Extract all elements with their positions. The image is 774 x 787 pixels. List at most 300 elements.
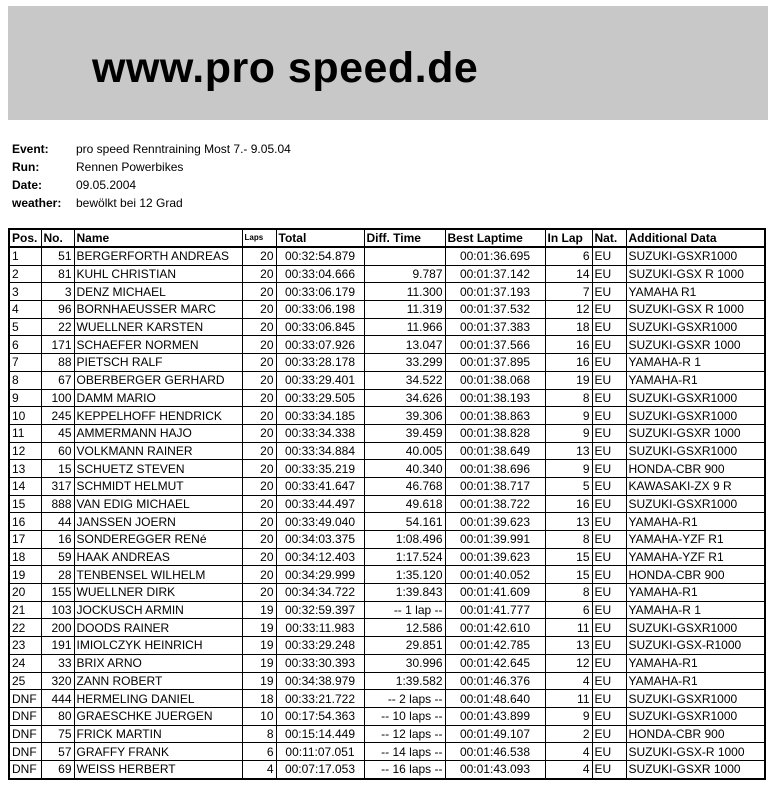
table-row: [9, 690, 765, 708]
cell-best-laptime: 00:01:37.383: [445, 318, 545, 336]
site-title: www.pro speed.de: [92, 44, 479, 92]
cell-in-lap: 8: [545, 389, 592, 407]
cell-additional: YAMAHA-R 1: [626, 354, 765, 372]
cell-in-lap: 16: [545, 354, 592, 372]
cell-laps: 20: [242, 247, 276, 265]
cell-pos: 15: [9, 495, 41, 513]
cell-name: DAMM MARIO: [74, 389, 242, 407]
cell-total: 00:34:29.999: [276, 566, 364, 584]
cell-name: VAN EDIG MICHAEL: [74, 495, 242, 513]
cell-no: 15: [41, 460, 74, 478]
table-row: [9, 477, 765, 495]
cell-no: 57: [41, 743, 74, 761]
cell-name: KEPPELHOFF HENDRICK: [74, 407, 242, 425]
table-row: [9, 389, 765, 407]
cell-no: 317: [41, 477, 74, 495]
table-row: [9, 513, 765, 531]
cell-additional: SUZUKI-GSXR1000: [626, 442, 765, 460]
cell-in-lap: 15: [545, 548, 592, 566]
cell-in-lap: 2: [545, 725, 592, 743]
cell-best-laptime: 00:01:40.052: [445, 566, 545, 584]
cell-additional: SUZUKI-GSX R 1000: [626, 265, 765, 283]
cell-laps: 20: [242, 301, 276, 319]
cell-best-laptime: 00:01:46.538: [445, 743, 545, 761]
cell-best-laptime: 00:01:46.376: [445, 672, 545, 690]
cell-additional: SUZUKI-GSXR1000: [626, 707, 765, 725]
cell-diff: 40.340: [364, 460, 445, 478]
col-laps: Laps: [242, 229, 276, 247]
cell-in-lap: 11: [545, 619, 592, 637]
cell-additional: SUZUKI-GSXR1000: [626, 690, 765, 708]
table-row: [9, 460, 765, 478]
cell-total: 00:33:06.179: [276, 283, 364, 301]
cell-pos: 10: [9, 407, 41, 425]
cell-no: 96: [41, 301, 74, 319]
cell-total: 00:33:06.198: [276, 301, 364, 319]
cell-pos: 25: [9, 672, 41, 690]
cell-diff: 1:08.496: [364, 531, 445, 549]
cell-nat: EU: [592, 672, 626, 690]
cell-total: 00:33:29.248: [276, 637, 364, 655]
cell-nat: EU: [592, 371, 626, 389]
cell-laps: 19: [242, 619, 276, 637]
table-row: [9, 531, 765, 549]
cell-pos: 16: [9, 513, 41, 531]
cell-no: 171: [41, 336, 74, 354]
cell-nat: EU: [592, 354, 626, 372]
cell-no: 22: [41, 318, 74, 336]
cell-laps: 20: [242, 460, 276, 478]
cell-in-lap: 4: [545, 743, 592, 761]
weather-value: bewölkt bei 12 Grad: [76, 196, 183, 210]
cell-best-laptime: 00:01:38.722: [445, 495, 545, 513]
cell-diff: 34.626: [364, 389, 445, 407]
cell-name: HAAK ANDREAS: [74, 548, 242, 566]
cell-diff: 1:17.524: [364, 548, 445, 566]
cell-in-lap: 6: [545, 247, 592, 265]
cell-nat: EU: [592, 442, 626, 460]
cell-laps: 20: [242, 584, 276, 602]
cell-no: 245: [41, 407, 74, 425]
cell-diff: 54.161: [364, 513, 445, 531]
cell-name: DOODS RAINER: [74, 619, 242, 637]
cell-in-lap: 5: [545, 477, 592, 495]
cell-pos: 5: [9, 318, 41, 336]
table-row: [9, 336, 765, 354]
cell-total: 00:33:29.505: [276, 389, 364, 407]
cell-diff: 11.319: [364, 301, 445, 319]
cell-in-lap: 8: [545, 584, 592, 602]
cell-total: 00:33:29.401: [276, 371, 364, 389]
cell-pos: 18: [9, 548, 41, 566]
run-row: [12, 158, 291, 176]
table-row: [9, 424, 765, 442]
event-label: Event:: [12, 142, 49, 156]
col-diff: Diff. Time: [364, 229, 445, 247]
event-info: [12, 140, 291, 212]
cell-total: 00:33:49.040: [276, 513, 364, 531]
cell-in-lap: 9: [545, 407, 592, 425]
col-nat: Nat.: [592, 229, 626, 247]
cell-name: PIETSCH RALF: [74, 354, 242, 372]
table-row: [9, 495, 765, 513]
table-row: [9, 407, 765, 425]
cell-total: 00:33:41.647: [276, 477, 364, 495]
cell-total: 00:33:21.722: [276, 690, 364, 708]
cell-in-lap: 11: [545, 690, 592, 708]
cell-best-laptime: 00:01:42.610: [445, 619, 545, 637]
cell-additional: SUZUKI-GSXR1000: [626, 619, 765, 637]
cell-best-laptime: 00:01:43.899: [445, 707, 545, 725]
cell-nat: EU: [592, 477, 626, 495]
cell-additional: SUZUKI-GSXR1000: [626, 389, 765, 407]
cell-diff: 33.299: [364, 354, 445, 372]
cell-nat: EU: [592, 707, 626, 725]
table-row: [9, 283, 765, 301]
cell-total: 00:33:44.497: [276, 495, 364, 513]
cell-total: 00:33:04.666: [276, 265, 364, 283]
cell-diff: 30.996: [364, 654, 445, 672]
cell-name: DENZ MICHAEL: [74, 283, 242, 301]
cell-nat: EU: [592, 637, 626, 655]
cell-in-lap: 4: [545, 672, 592, 690]
cell-best-laptime: 00:01:43.093: [445, 760, 545, 778]
cell-pos: 14: [9, 477, 41, 495]
table-row: [9, 301, 765, 319]
cell-no: 67: [41, 371, 74, 389]
cell-total: 00:33:06.845: [276, 318, 364, 336]
cell-pos: 7: [9, 354, 41, 372]
table-row: [9, 566, 765, 584]
cell-nat: EU: [592, 424, 626, 442]
cell-name: AMMERMANN HAJO: [74, 424, 242, 442]
cell-laps: 20: [242, 495, 276, 513]
col-pos: Pos.: [9, 229, 41, 247]
cell-total: 00:33:34.185: [276, 407, 364, 425]
cell-name: SCHUETZ STEVEN: [74, 460, 242, 478]
cell-additional: YAMAHA R1: [626, 283, 765, 301]
cell-diff: -- 12 laps --: [364, 725, 445, 743]
cell-nat: EU: [592, 318, 626, 336]
cell-nat: EU: [592, 566, 626, 584]
table-row: [9, 318, 765, 336]
cell-pos: 1: [9, 247, 41, 265]
cell-laps: 10: [242, 707, 276, 725]
cell-laps: 20: [242, 566, 276, 584]
cell-diff: 11.300: [364, 283, 445, 301]
cell-diff: 39.459: [364, 424, 445, 442]
cell-additional: HONDA-CBR 900: [626, 725, 765, 743]
cell-nat: EU: [592, 336, 626, 354]
cell-laps: 20: [242, 531, 276, 549]
cell-pos: DNF: [9, 760, 41, 778]
cell-pos: 8: [9, 371, 41, 389]
cell-nat: EU: [592, 584, 626, 602]
cell-nat: EU: [592, 495, 626, 513]
cell-nat: EU: [592, 531, 626, 549]
cell-additional: SUZUKI-GSXR1000: [626, 407, 765, 425]
cell-name: JANSSEN JOERN: [74, 513, 242, 531]
cell-total: 00:32:59.397: [276, 601, 364, 619]
cell-total: 00:33:34.884: [276, 442, 364, 460]
cell-in-lap: 6: [545, 601, 592, 619]
cell-no: 59: [41, 548, 74, 566]
cell-diff: 1:39.582: [364, 672, 445, 690]
col-total: Total: [276, 229, 364, 247]
cell-total: 00:15:14.449: [276, 725, 364, 743]
cell-name: WEISS HERBERT: [74, 760, 242, 778]
date-value: 09.05.2004: [76, 178, 137, 192]
cell-nat: EU: [592, 389, 626, 407]
cell-in-lap: 19: [545, 371, 592, 389]
cell-diff: 34.522: [364, 371, 445, 389]
cell-best-laptime: 00:01:38.696: [445, 460, 545, 478]
cell-laps: 20: [242, 407, 276, 425]
cell-name: BRIX ARNO: [74, 654, 242, 672]
event-row: [12, 140, 291, 158]
header-banner: [8, 6, 768, 120]
cell-nat: EU: [592, 743, 626, 761]
cell-pos: 17: [9, 531, 41, 549]
cell-no: 103: [41, 601, 74, 619]
cell-no: 191: [41, 637, 74, 655]
cell-in-lap: 4: [545, 760, 592, 778]
cell-additional: SUZUKI-GSXR1000: [626, 247, 765, 265]
cell-pos: 3: [9, 283, 41, 301]
cell-no: 45: [41, 424, 74, 442]
cell-additional: SUZUKI-GSXR 1000: [626, 336, 765, 354]
cell-total: 00:32:54.879: [276, 247, 364, 265]
cell-additional: SUZUKI-GSXR1000: [626, 318, 765, 336]
cell-best-laptime: 00:01:38.863: [445, 407, 545, 425]
col-in-lap: In Lap: [545, 229, 592, 247]
cell-in-lap: 9: [545, 707, 592, 725]
cell-additional: YAMAHA-R1: [626, 584, 765, 602]
cell-laps: 19: [242, 637, 276, 655]
cell-laps: 19: [242, 672, 276, 690]
cell-laps: 19: [242, 654, 276, 672]
cell-diff: [364, 247, 445, 265]
cell-name: OBERBERGER GERHARD: [74, 371, 242, 389]
col-no: No.: [41, 229, 74, 247]
cell-total: 00:33:28.178: [276, 354, 364, 372]
cell-in-lap: 7: [545, 283, 592, 301]
cell-total: 00:33:11.983: [276, 619, 364, 637]
cell-in-lap: 13: [545, 513, 592, 531]
cell-no: 51: [41, 247, 74, 265]
cell-no: 75: [41, 725, 74, 743]
cell-diff: 9.787: [364, 265, 445, 283]
cell-diff: 39.306: [364, 407, 445, 425]
cell-diff: 29.851: [364, 637, 445, 655]
col-best-laptime: Best Laptime: [445, 229, 545, 247]
cell-pos: 22: [9, 619, 41, 637]
cell-pos: 11: [9, 424, 41, 442]
cell-total: 00:17:54.363: [276, 707, 364, 725]
cell-pos: 9: [9, 389, 41, 407]
table-row: [9, 743, 765, 761]
cell-diff: 49.618: [364, 495, 445, 513]
cell-name: HERMELING DANIEL: [74, 690, 242, 708]
cell-additional: HONDA-CBR 900: [626, 566, 765, 584]
cell-name: SONDEREGGER RENé: [74, 531, 242, 549]
cell-best-laptime: 00:01:39.991: [445, 531, 545, 549]
cell-in-lap: 14: [545, 265, 592, 283]
cell-diff: -- 2 laps --: [364, 690, 445, 708]
weather-row: [12, 194, 291, 212]
cell-additional: YAMAHA-R1: [626, 672, 765, 690]
cell-laps: 4: [242, 760, 276, 778]
table-row: [9, 371, 765, 389]
cell-best-laptime: 00:01:37.142: [445, 265, 545, 283]
cell-laps: 20: [242, 477, 276, 495]
col-additional: Additional Data: [626, 229, 765, 247]
cell-laps: 6: [242, 743, 276, 761]
cell-additional: YAMAHA-YZF R1: [626, 531, 765, 549]
cell-best-laptime: 00:01:39.623: [445, 548, 545, 566]
cell-diff: -- 14 laps --: [364, 743, 445, 761]
cell-pos: DNF: [9, 743, 41, 761]
table-row: [9, 637, 765, 655]
cell-pos: DNF: [9, 707, 41, 725]
cell-additional: HONDA-CBR 900: [626, 460, 765, 478]
cell-no: 44: [41, 513, 74, 531]
cell-in-lap: 12: [545, 654, 592, 672]
cell-in-lap: 13: [545, 637, 592, 655]
cell-additional: KAWASAKI-ZX 9 R: [626, 477, 765, 495]
cell-total: 00:34:38.979: [276, 672, 364, 690]
cell-pos: 19: [9, 566, 41, 584]
cell-pos: 24: [9, 654, 41, 672]
table-row: [9, 760, 765, 778]
table-row: [9, 442, 765, 460]
run-label: Run:: [12, 160, 40, 174]
cell-additional: SUZUKI-GSX R 1000: [626, 301, 765, 319]
cell-nat: EU: [592, 690, 626, 708]
table-row: [9, 672, 765, 690]
cell-laps: 8: [242, 725, 276, 743]
cell-pos: 12: [9, 442, 41, 460]
cell-best-laptime: 00:01:38.193: [445, 389, 545, 407]
cell-best-laptime: 00:01:42.645: [445, 654, 545, 672]
cell-additional: YAMAHA-R1: [626, 371, 765, 389]
cell-pos: 13: [9, 460, 41, 478]
cell-no: 320: [41, 672, 74, 690]
table-row: [9, 619, 765, 637]
table-row: [9, 725, 765, 743]
cell-diff: -- 10 laps --: [364, 707, 445, 725]
cell-laps: 20: [242, 283, 276, 301]
cell-name: SCHMIDT HELMUT: [74, 477, 242, 495]
cell-best-laptime: 00:01:36.695: [445, 247, 545, 265]
cell-no: 88: [41, 354, 74, 372]
cell-laps: 20: [242, 318, 276, 336]
cell-pos: 4: [9, 301, 41, 319]
cell-no: 100: [41, 389, 74, 407]
weather-label: weather:: [12, 196, 62, 210]
cell-no: 69: [41, 760, 74, 778]
cell-name: GRAFFY FRANK: [74, 743, 242, 761]
cell-additional: SUZUKI-GSXR 1000: [626, 424, 765, 442]
cell-total: 00:33:35.219: [276, 460, 364, 478]
cell-laps: 20: [242, 389, 276, 407]
cell-nat: EU: [592, 760, 626, 778]
cell-laps: 20: [242, 442, 276, 460]
cell-diff: 46.768: [364, 477, 445, 495]
table-row: [9, 247, 765, 265]
cell-name: SCHAEFER NORMEN: [74, 336, 242, 354]
cell-nat: EU: [592, 265, 626, 283]
cell-best-laptime: 00:01:37.532: [445, 301, 545, 319]
cell-no: 888: [41, 495, 74, 513]
cell-nat: EU: [592, 283, 626, 301]
header-row: [9, 229, 765, 247]
table-row: [9, 354, 765, 372]
cell-in-lap: 16: [545, 495, 592, 513]
cell-in-lap: 18: [545, 318, 592, 336]
cell-name: WUELLNER KARSTEN: [74, 318, 242, 336]
cell-in-lap: 8: [545, 531, 592, 549]
cell-diff: -- 1 lap --: [364, 601, 445, 619]
cell-diff: -- 16 laps --: [364, 760, 445, 778]
cell-nat: EU: [592, 725, 626, 743]
cell-best-laptime: 00:01:38.649: [445, 442, 545, 460]
col-name: Name: [74, 229, 242, 247]
cell-total: 00:33:07.926: [276, 336, 364, 354]
cell-name: TENBENSEL WILHELM: [74, 566, 242, 584]
cell-laps: 18: [242, 690, 276, 708]
cell-name: IMIOLCZYK HEINRICH: [74, 637, 242, 655]
cell-nat: EU: [592, 301, 626, 319]
cell-nat: EU: [592, 460, 626, 478]
cell-diff: 11.966: [364, 318, 445, 336]
table-row: [9, 584, 765, 602]
cell-name: VOLKMANN RAINER: [74, 442, 242, 460]
cell-total: 00:33:30.393: [276, 654, 364, 672]
table-row: [9, 265, 765, 283]
cell-nat: EU: [592, 407, 626, 425]
cell-best-laptime: 00:01:48.640: [445, 690, 545, 708]
cell-best-laptime: 00:01:38.068: [445, 371, 545, 389]
cell-nat: EU: [592, 619, 626, 637]
cell-laps: 20: [242, 548, 276, 566]
cell-no: 80: [41, 707, 74, 725]
cell-name: BERGERFORTH ANDREAS: [74, 247, 242, 265]
cell-pos: DNF: [9, 725, 41, 743]
cell-total: 00:34:12.403: [276, 548, 364, 566]
cell-diff: 40.005: [364, 442, 445, 460]
cell-total: 00:34:34.722: [276, 584, 364, 602]
cell-total: 00:07:17.053: [276, 760, 364, 778]
cell-laps: 20: [242, 371, 276, 389]
cell-total: 00:34:03.375: [276, 531, 364, 549]
table-row: [9, 548, 765, 566]
table-row: [9, 654, 765, 672]
cell-laps: 20: [242, 336, 276, 354]
cell-additional: SUZUKI-GSXR1000: [626, 495, 765, 513]
cell-best-laptime: 00:01:37.566: [445, 336, 545, 354]
cell-nat: EU: [592, 654, 626, 672]
cell-no: 81: [41, 265, 74, 283]
table-row: [9, 707, 765, 725]
cell-no: 33: [41, 654, 74, 672]
cell-no: 155: [41, 584, 74, 602]
cell-name: BORNHAEUSSER MARC: [74, 301, 242, 319]
cell-no: 3: [41, 283, 74, 301]
cell-laps: 19: [242, 601, 276, 619]
cell-in-lap: 12: [545, 301, 592, 319]
cell-pos: 6: [9, 336, 41, 354]
